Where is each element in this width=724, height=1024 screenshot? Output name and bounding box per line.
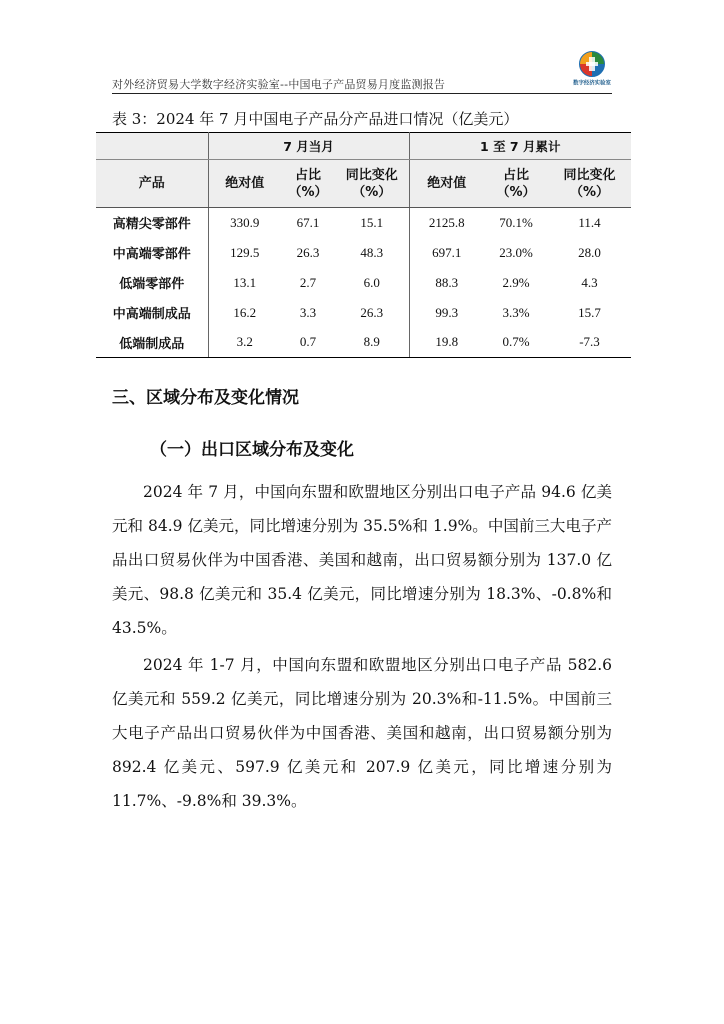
month-abs: 330.9 — [230, 214, 260, 230]
month-abs: 129.5 — [230, 244, 260, 260]
month-share: 67.1 — [296, 214, 320, 230]
share-label: 占比 — [294, 167, 321, 183]
group-header-month: 7 月当月 — [208, 133, 409, 160]
cum-yoy: 4.3 — [581, 274, 598, 290]
col-header-month-yoy — [335, 160, 409, 208]
product-name: 低端制成品 — [96, 328, 208, 358]
yoy-label: 同比变化 — [345, 167, 398, 183]
month-share: 0.7 — [281, 328, 335, 358]
month-abs: 16.2 — [233, 304, 257, 320]
group-header-row — [96, 133, 631, 160]
cum-yoy: 28.0 — [578, 244, 601, 260]
cum-abs: 99.3 — [435, 304, 459, 320]
yoy-unit: （%） — [569, 184, 610, 200]
cum-yoy: 15.7 — [578, 304, 601, 320]
col-header-cum-yoy — [548, 160, 631, 208]
cum-abs: 697.1 — [432, 244, 462, 260]
header-divider — [112, 93, 612, 94]
import-by-product-table — [96, 132, 631, 358]
cum-share: 70.1% — [499, 214, 533, 230]
table-row — [96, 268, 631, 298]
product-name: 低端零部件 — [96, 268, 208, 298]
product-name: 中高端零部件 — [96, 238, 208, 268]
month-yoy: 8.9 — [335, 328, 409, 358]
month-yoy: 15.1 — [335, 208, 409, 238]
paragraph-jan-july: 2024 年 1-7 月，中国向东盟和欧盟地区分别出口电子产品 582.6 亿美元和 559.2 亿美元，同比增速分别为 20.3%和-11.5%。中国前三大电子产品出口贸易伙伴为中国香港、美国和越南，出口贸易额分别为 892.4 亿美元、597.9 亿美元和 207.9 亿美元，同比增速分别为 11.7%、-9.8%和 39.3%。 — [112, 656, 612, 810]
cum-abs: 19.8 — [409, 328, 484, 358]
month-abs: 13.1 — [233, 274, 257, 290]
cum-share: 2.9% — [502, 274, 530, 290]
table-row — [96, 298, 631, 328]
cum-share: 3.3% — [502, 304, 530, 320]
table-row — [96, 328, 631, 358]
subsection-title: （一）出口区域分布及变化 — [150, 440, 354, 460]
yoy-label: 同比变化 — [563, 167, 616, 183]
cum-share: 23.0% — [499, 244, 533, 260]
share-unit: （%） — [288, 184, 328, 200]
cum-yoy: -7.3 — [548, 328, 631, 358]
cum-abs: 88.3 — [435, 274, 459, 290]
logo-text: 数字经济实验室 — [573, 80, 611, 87]
month-share: 2.7 — [299, 274, 317, 290]
col-header-month-share — [281, 160, 335, 208]
cum-abs: 2125.8 — [428, 214, 465, 230]
col-header-cum-abs: 绝对值 — [409, 160, 484, 208]
share-unit: （%） — [496, 184, 536, 200]
paragraph-july: 2024 年 7 月，中国向东盟和欧盟地区分别出口电子产品 94.6 亿美元和 84.9 亿美元，同比增速分别为 35.5%和 1.9%。中国前三大电子产品出口贸易伙伴为中国香港、美国和越南，出口贸易额分别为 137.0 亿美元、98.8 亿美元和 35.4 亿美元，同比增速分别为 18.3%、-0.8%和 43.5%。 — [112, 483, 612, 637]
table-caption: 表 3：2024 年 7 月中国电子产品分产品进口情况（亿美元） — [112, 110, 519, 128]
col-header-cum-share — [484, 160, 548, 208]
share-label: 占比 — [502, 167, 529, 183]
cum-share: 0.7% — [484, 328, 548, 358]
column-header-row — [96, 160, 631, 208]
cum-yoy: 11.4 — [578, 214, 601, 230]
month-abs: 3.2 — [208, 328, 281, 358]
table-row — [96, 238, 631, 268]
month-yoy: 48.3 — [335, 238, 409, 268]
month-yoy: 26.3 — [335, 298, 409, 328]
month-share: 26.3 — [296, 244, 320, 260]
product-name: 高精尖零部件 — [96, 208, 208, 238]
yoy-unit: （%） — [352, 184, 392, 200]
col-header-month-abs: 绝对值 — [208, 160, 281, 208]
month-share: 3.3 — [299, 304, 317, 320]
group-header-cumulative: 1 至 7 月累计 — [409, 133, 631, 160]
section-title: 三、区域分布及变化情况 — [112, 388, 299, 408]
col-header-product: 产品 — [96, 160, 208, 208]
product-name: 中高端制成品 — [96, 298, 208, 328]
group-header-blank — [96, 133, 208, 160]
month-yoy: 6.0 — [335, 268, 409, 298]
table-row — [96, 208, 631, 238]
report-header: 对外经济贸易大学数字经济实验室--中国电子产品贸易月度监测报告 — [112, 78, 446, 91]
